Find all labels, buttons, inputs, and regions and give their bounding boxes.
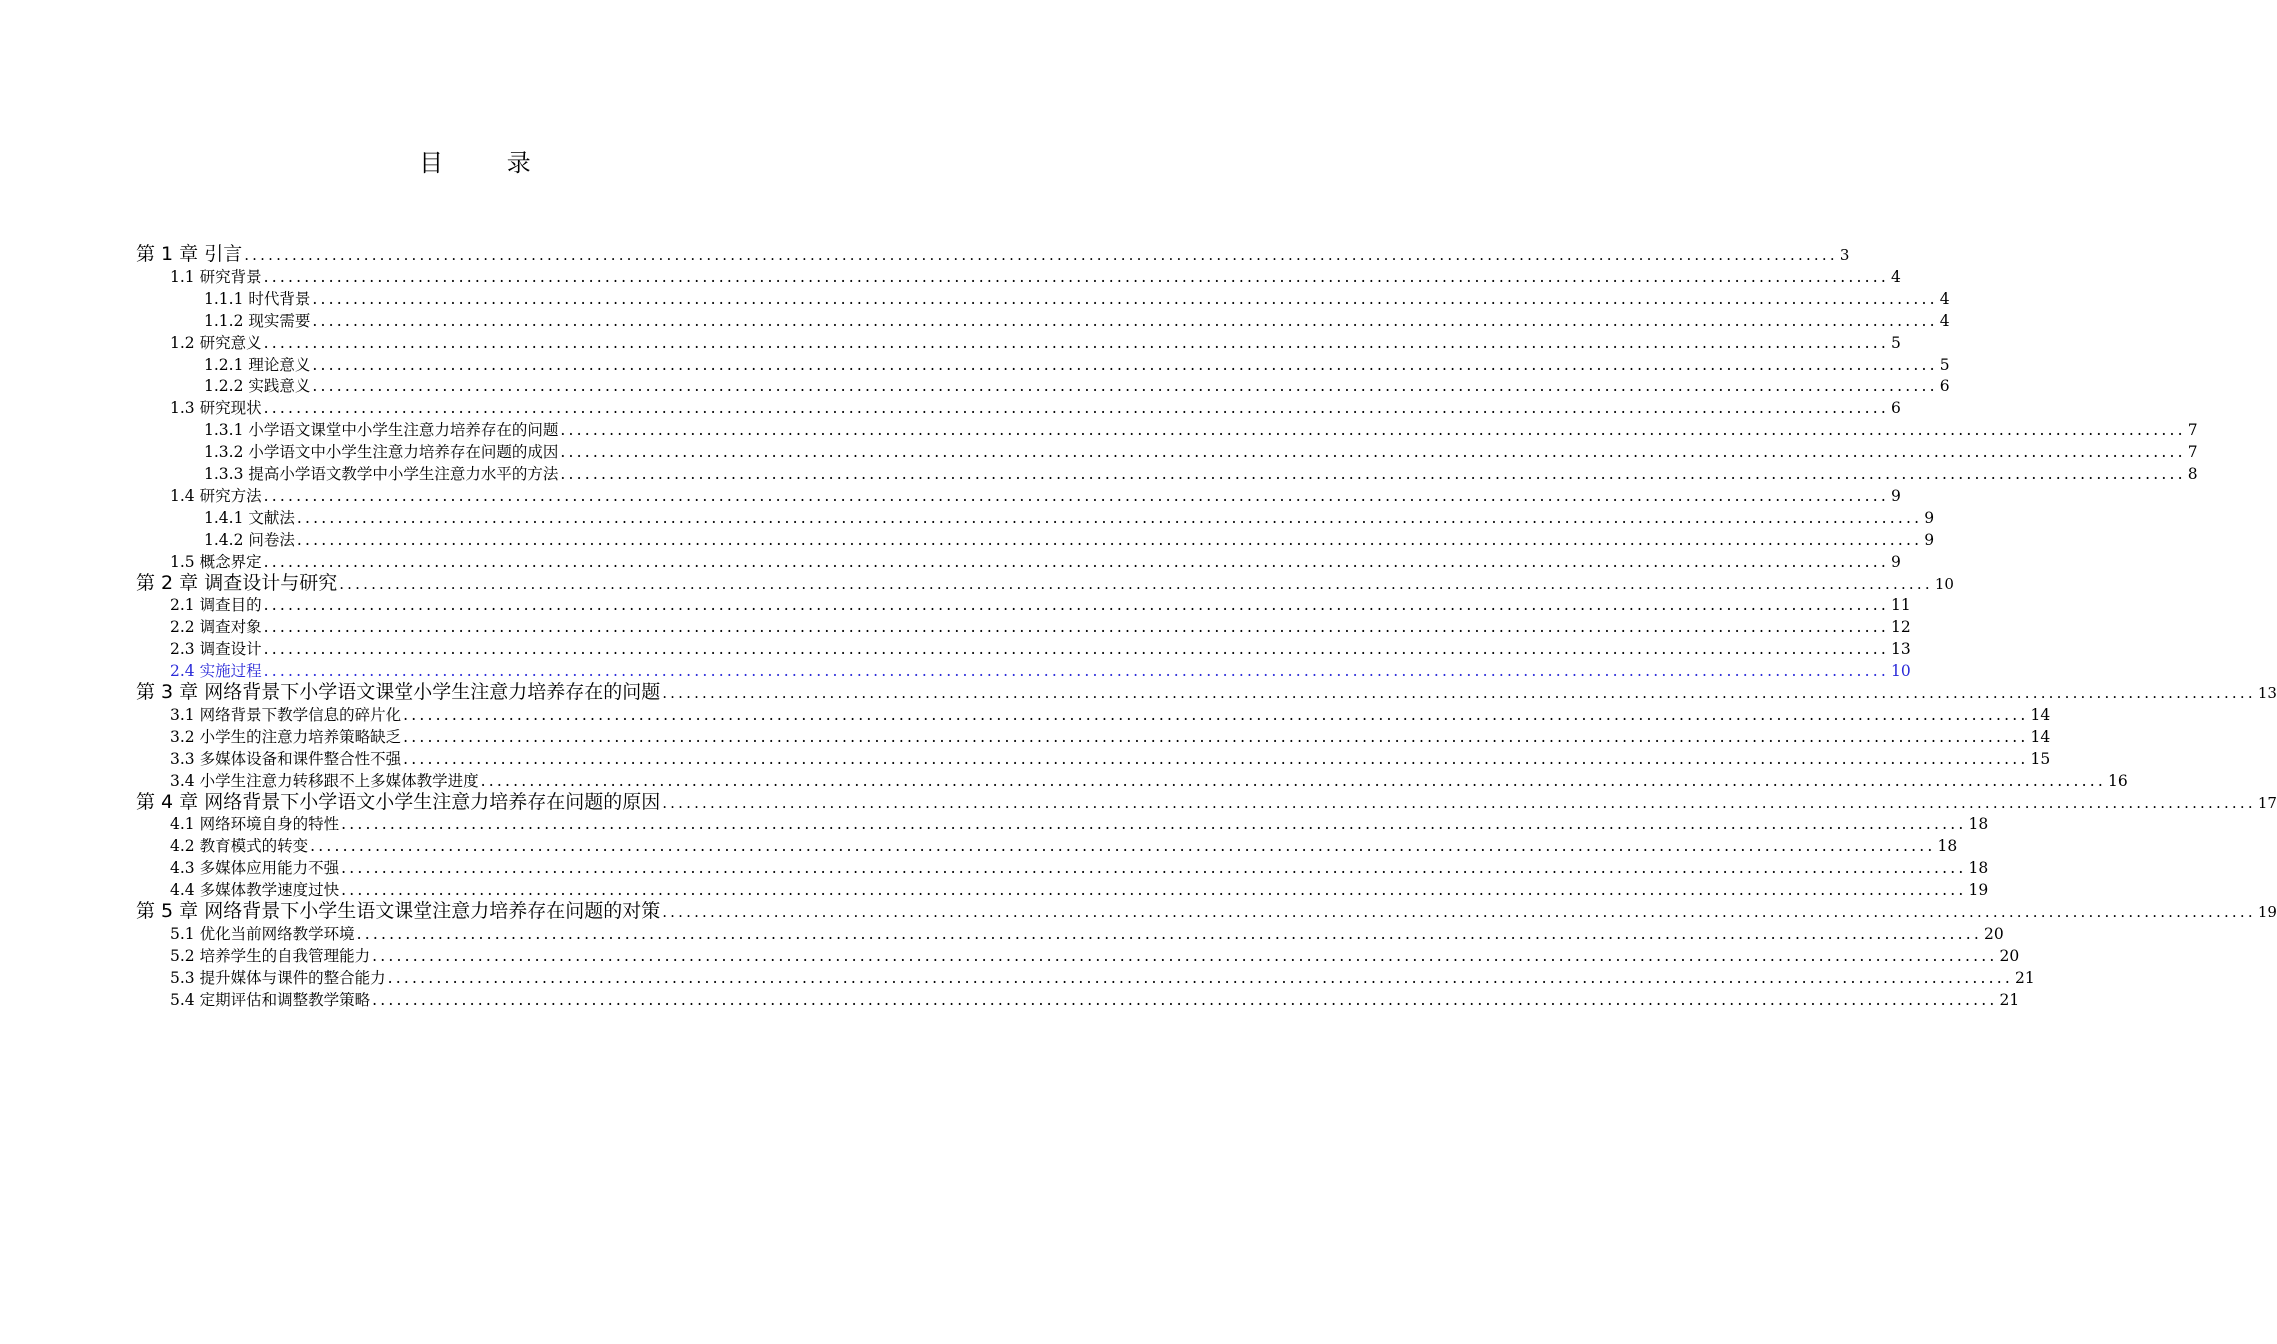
toc-entry-page: 20	[1983, 924, 2004, 943]
toc-dot-leader: ........................................................................................................................................................................................................	[296, 508, 1923, 527]
toc-entry-page: 19	[1968, 881, 1989, 900]
toc-dot-leader: ........................................................................................................................................................................................................	[356, 924, 1982, 943]
toc-dot-leader: ........................................................................................................................................................................................................	[263, 267, 1889, 286]
toc-entry-page: 12	[1890, 618, 1911, 637]
toc-entry[interactable]	[204, 419, 2198, 441]
toc-dot-leader: ........................................................................................................................................................................................................	[341, 815, 1967, 834]
toc-entry[interactable]	[136, 242, 1850, 266]
toc-entry-label: 第 2 章 调查设计与研究	[136, 571, 338, 594]
toc-entry-page: 13	[1890, 640, 1911, 659]
toc-dot-leader: ........................................................................................................................................................................................................	[263, 552, 1889, 571]
toc-entry[interactable]	[170, 945, 2020, 967]
toc-entry[interactable]	[170, 551, 1901, 573]
toc-dot-leader: ........................................................................................................................................................................................................	[372, 946, 1998, 965]
toc-entry[interactable]	[170, 485, 1901, 507]
toc-entry-label: 5.3 提升媒体与课件的整合能力	[170, 968, 386, 987]
toc-entry-label: 3.1 网络背景下教学信息的碎片化	[170, 705, 402, 724]
toc-entry-label: 2.3 调查设计	[170, 640, 262, 659]
toc-entry-page: 21	[2014, 968, 2035, 987]
toc-entry[interactable]	[204, 507, 1935, 529]
toc-dot-leader: ........................................................................................................................................................................................................	[662, 903, 2256, 921]
toc-entry[interactable]	[170, 813, 1989, 835]
toc-entry-page: 14	[2030, 705, 2051, 724]
toc-entry-page: 21	[1999, 990, 2020, 1009]
toc-entry-page: 11	[1890, 596, 1911, 615]
toc-entry-label: 2.4 实施过程	[170, 662, 262, 681]
toc-entry[interactable]	[170, 616, 1911, 638]
toc-entry-page: 16	[2108, 771, 2128, 790]
toc-entry-page: 3	[1839, 246, 1850, 264]
toc-entry-label: 1.2.1 理论意义	[204, 355, 311, 374]
toc-entry[interactable]	[136, 899, 2277, 923]
toc-dot-leader: ........................................................................................................................................................................................................	[312, 377, 1938, 396]
toc-dot-leader: ........................................................................................................................................................................................................	[312, 355, 1938, 374]
toc-entry-label: 4.3 多媒体应用能力不强	[170, 859, 340, 878]
toc-dot-leader: ........................................................................................................................................................................................................	[341, 881, 1967, 900]
toc-dot-leader: ........................................................................................................................................................................................................	[372, 990, 1998, 1009]
toc-entry-page: 18	[1937, 837, 1958, 856]
toc-entry-page: 7	[2187, 443, 2198, 462]
toc-dot-leader: ........................................................................................................................................................................................................	[341, 859, 1967, 878]
toc-entry-label: 2.2 调查对象	[170, 618, 262, 637]
toc-entry-page: 7	[2187, 421, 2198, 440]
toc-entry-page: 4	[1939, 289, 1950, 308]
toc-dot-leader: ........................................................................................................................................................................................................	[263, 399, 1889, 418]
toc-entry-page: 6	[1939, 377, 1950, 396]
toc-entry[interactable]	[170, 923, 2004, 945]
toc-entry-label: 1.4 研究方法	[170, 486, 262, 505]
toc-entry-page: 15	[2030, 749, 2051, 768]
toc-entry-page: 20	[1999, 946, 2020, 965]
toc-entry-label: 4.4 多媒体教学速度过快	[170, 881, 340, 900]
toc-dot-leader: ........................................................................................................................................................................................................	[263, 662, 1889, 681]
toc-entry-label: 第 1 章 引言	[136, 243, 243, 265]
toc-entry-page: 5	[1890, 333, 1901, 352]
toc-entry[interactable]	[170, 879, 1989, 901]
toc-entry[interactable]	[170, 397, 1901, 419]
toc-entry-page: 13	[2257, 684, 2277, 702]
toc-entry[interactable]	[136, 790, 2277, 814]
toc-dot-leader: ........................................................................................................................................................................................................	[560, 465, 2186, 483]
toc-dot-leader: ........................................................................................................................................................................................................	[263, 486, 1889, 505]
toc-entry-page: 19	[2257, 903, 2277, 921]
toc-dot-leader: ........................................................................................................................................................................................................	[296, 530, 1923, 549]
toc-entry-label: 2.1 调查目的	[170, 596, 262, 615]
toc-dot-leader: ........................................................................................................................................................................................................	[662, 793, 2256, 812]
toc-dot-leader: ........................................................................................................................................................................................................	[244, 246, 1838, 264]
toc-entry-page: 6	[1890, 399, 1901, 418]
toc-entry-label: 5.2 培养学生的自我管理能力	[170, 946, 371, 965]
toc-dot-leader: ........................................................................................................................................................................................................	[312, 311, 1938, 330]
toc-entry[interactable]	[136, 571, 1954, 595]
toc-entry-page: 9	[1924, 530, 1935, 549]
toc-entry-page: 10	[1934, 574, 1954, 593]
toc-entry-page: 8	[2187, 465, 2198, 483]
toc-entry[interactable]	[170, 770, 2128, 792]
toc-dot-leader: ........................................................................................................................................................................................................	[403, 727, 2029, 746]
toc-dot-leader: ........................................................................................................................................................................................................	[263, 596, 1889, 615]
toc-dot-leader: ........................................................................................................................................................................................................	[662, 684, 2256, 702]
toc-entry-label: 第 4 章 网络背景下小学语文小学生注意力培养存在问题的原因	[136, 790, 661, 813]
toc-entry-label: 3.4 小学生注意力转移跟不上多媒体教学进度	[170, 771, 479, 790]
toc-entry-label: 4.2 教育模式的转变	[170, 837, 309, 856]
toc-dot-leader: ........................................................................................................................................................................................................	[310, 837, 1936, 856]
toc-title: 目 录	[419, 149, 559, 177]
toc-dot-leader: ........................................................................................................................................................................................................	[339, 574, 1933, 593]
toc-entry[interactable]	[204, 375, 1950, 397]
toc-dot-leader: ........................................................................................................................................................................................................	[387, 968, 2013, 987]
toc-entry-label: 1.1.1 时代背景	[204, 289, 311, 308]
toc-entry-label: 1.3.1 小学语文课堂中小学生注意力培养存在的问题	[204, 421, 559, 440]
toc-entry[interactable]	[170, 266, 1901, 288]
toc-entry-label: 4.1 网络环境自身的特性	[170, 815, 340, 834]
toc-entry[interactable]	[170, 332, 1901, 354]
toc-entry-label: 1.4.2 问卷法	[204, 530, 295, 549]
toc-entry[interactable]	[204, 310, 1950, 332]
toc-dot-leader: ........................................................................................................................................................................................................	[263, 333, 1889, 352]
toc-entry-page: 17	[2257, 793, 2277, 812]
toc-entry-label: 1.3 研究现状	[170, 399, 262, 418]
toc-entry-label: 3.3 多媒体设备和课件整合性不强	[170, 749, 402, 768]
toc-entry-page: 18	[1968, 859, 1989, 878]
toc-entry-page: 9	[1890, 486, 1901, 505]
toc-dot-leader: ........................................................................................................................................................................................................	[403, 705, 2029, 724]
toc-entry-label: 1.3.2 小学语文中小学生注意力培养存在问题的成因	[204, 443, 559, 462]
toc-entry-label: 1.5 概念界定	[170, 552, 262, 571]
toc-entry-label: 3.2 小学生的注意力培养策略缺乏	[170, 727, 402, 746]
toc-entry-page: 10	[1890, 662, 1911, 681]
toc-entry[interactable]	[170, 857, 1989, 879]
toc-entry[interactable]	[170, 594, 1911, 616]
toc-entry[interactable]	[204, 354, 1950, 376]
toc-entry[interactable]	[170, 660, 1911, 682]
toc-dot-leader: ........................................................................................................................................................................................................	[560, 443, 2186, 462]
toc-entry-label: 1.1 研究背景	[170, 267, 262, 286]
toc-entry-page: 4	[1939, 311, 1950, 330]
toc-entry[interactable]	[170, 989, 2020, 1011]
toc-entry[interactable]	[170, 967, 2035, 989]
toc-dot-leader: ........................................................................................................................................................................................................	[403, 749, 2029, 768]
toc-entry[interactable]	[170, 726, 2051, 748]
toc-entry[interactable]	[204, 529, 1935, 551]
toc-entry[interactable]	[204, 441, 2198, 463]
toc-entry[interactable]	[204, 288, 1950, 310]
toc-entry-label: 第 3 章 网络背景下小学语文课堂小学生注意力培养存在的问题	[136, 681, 661, 703]
toc-dot-leader: ........................................................................................................................................................................................................	[480, 771, 2106, 790]
toc-entry[interactable]	[170, 748, 2051, 770]
toc-dot-leader: ........................................................................................................................................................................................................	[560, 421, 2186, 440]
toc-entry-label: 第 5 章 网络背景下小学生语文课堂注意力培养存在问题的对策	[136, 900, 661, 922]
toc-entry-label: 1.2 研究意义	[170, 333, 262, 352]
toc-entry-page: 18	[1968, 815, 1989, 834]
toc-entry-label: 5.1 优化当前网络教学环境	[170, 924, 355, 943]
toc-dot-leader: ........................................................................................................................................................................................................	[263, 618, 1889, 637]
toc-entry-label: 1.3.3 提高小学语文教学中小学生注意力水平的方法	[204, 465, 559, 483]
toc-entry-page: 9	[1890, 552, 1901, 571]
toc-entry-page: 4	[1890, 267, 1901, 286]
toc-entry-label: 1.4.1 文献法	[204, 508, 295, 527]
toc-entry-page: 5	[1939, 355, 1950, 374]
toc-dot-leader: ........................................................................................................................................................................................................	[263, 640, 1889, 659]
toc-entry[interactable]	[204, 463, 2198, 485]
toc-entry[interactable]	[136, 680, 2277, 704]
toc-dot-leader: ........................................................................................................................................................................................................	[312, 289, 1938, 308]
toc-entry-page: 14	[2030, 727, 2051, 746]
toc-entry-label: 1.1.2 现实需要	[204, 311, 311, 330]
toc-entry-page: 9	[1924, 508, 1935, 527]
toc-entry[interactable]	[170, 704, 2051, 726]
toc-entry[interactable]	[170, 638, 1911, 660]
toc-entry-label: 5.4 定期评估和调整教学策略	[170, 990, 371, 1009]
toc-entry[interactable]	[170, 835, 1958, 857]
toc-entry-label: 1.2.2 实践意义	[204, 377, 311, 396]
